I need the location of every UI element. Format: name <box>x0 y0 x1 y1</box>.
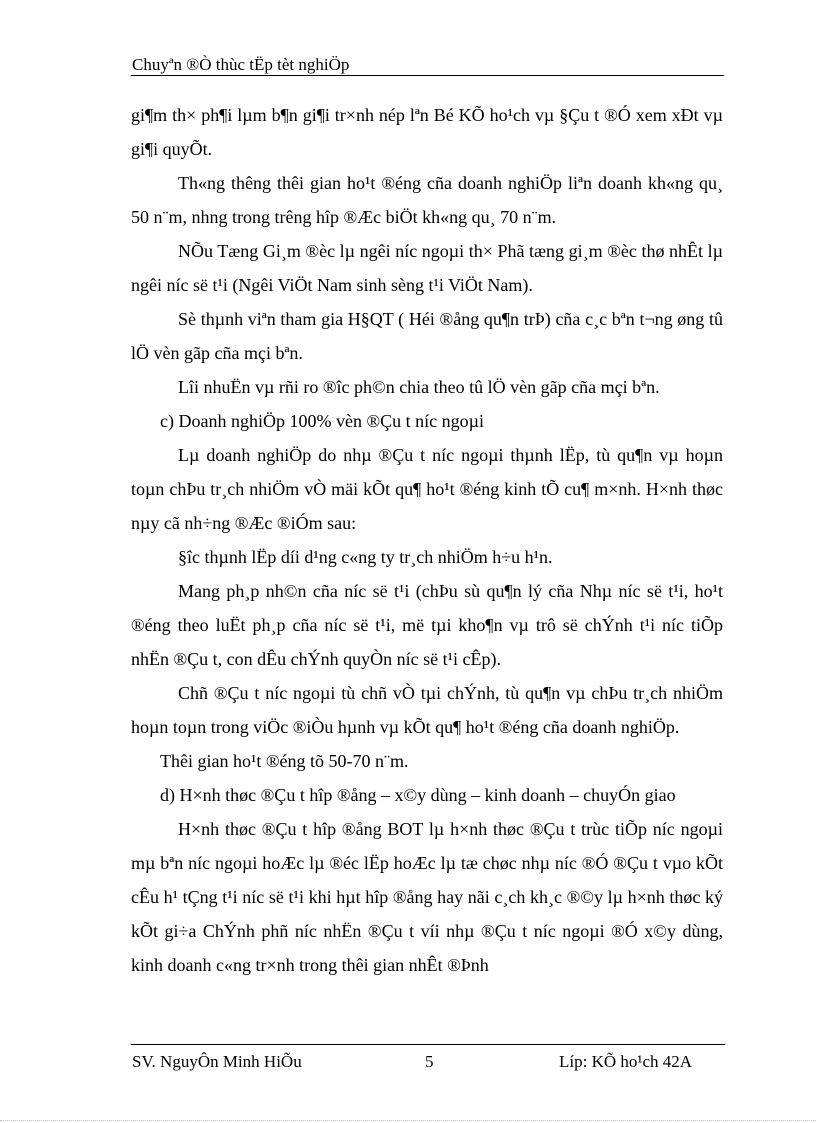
footer-class-label: Líp: KÕ ho¹ch 42A <box>559 1052 693 1071</box>
page-edge-divider <box>0 1120 816 1121</box>
body-paragraph: NÕu Tæng Gi¸m ®èc lµ ngêi níc ngoµi th× Phã tæng gi¸m ®èc thø nhÊt lµ ngêi níc së t¹i (Ngêi ViÖt Nam sinh sèng t¹i ViÖt Nam). <box>131 241 723 295</box>
header-divider <box>131 75 724 76</box>
body-paragraph: c) Doanh nghiÖp 100% vèn ®Çu t níc ngoµi <box>160 411 484 431</box>
body-paragraph: gi¶m th× ph¶i lµm b¶n gi¶i tr×nh nép lªn Bé KÕ ho¹ch vµ §Çu t ®Ó xem xÐt vµ gi¶i quyÕt. <box>131 105 723 159</box>
body-paragraph: Mang ph¸p nh©n cña níc së t¹i (chÞu sù qu¶n lý cña Nhµ níc së t¹i, ho¹t ®éng theo luËt ph¸p cña níc së t¹i, më tµi kho¶n vµ trô së chÝnh t¹i níc tiÕp nhËn ®Çu t, con dÊu chÝnh quyÒn níc së t¹i cÊp). <box>131 581 723 669</box>
page-number: 5 <box>425 1052 434 1071</box>
body-paragraph: Sè thµnh viªn tham gia H§QT ( Héi ®ång qu¶n trÞ) cña c¸c bªn t¬ng øng tû lÖ vèn gãp cña mçi bªn. <box>131 309 723 363</box>
body-paragraph: d) H×nh thøc ®Çu t hîp ®ång – x©y dùng – kinh doanh – chuyÓn giao <box>160 785 676 805</box>
body-paragraph: Th«ng thêng thêi gian ho¹t ®éng cña doanh nghiÖp liªn doanh kh«ng qu¸ 50 n¨m, nhng trong trêng hîp ®Æc biÖt kh«ng qu¸ 70 n¨m. <box>131 173 723 227</box>
running-header: Chuyªn ®Ò thùc tËp tèt nghiÖp <box>132 55 350 74</box>
footer-divider <box>131 1044 725 1045</box>
body-paragraph: Lµ doanh nghiÖp do nhµ ®Çu t níc ngoµi thµnh lËp, tù qu¶n vµ hoµn toµn chÞu tr¸ch nhiÖm vÒ mäi kÕt qu¶ ho¹t ®éng kinh tÕ cu¶ m×nh. H×nh thøc nµy cã nh÷ng ®Æc ®iÓm sau: <box>131 445 723 533</box>
body-paragraph: §îc thµnh lËp díi d¹ng c«ng ty tr¸ch nhiÖm h÷u h¹n. <box>178 547 553 567</box>
footer-student-name: SV. NguyÔn Minh HiÕu <box>132 1052 302 1071</box>
body-paragraph: Thêi gian ho¹t ®éng tõ 50-70 n¨m. <box>160 751 409 771</box>
body-paragraph: H×nh thøc ®Çu t hîp ®ång BOT lµ h×nh thøc ®Çu t trùc tiÕp níc ngoµi mµ bªn níc ngoµi hoÆc lµ ®éc lËp hoÆc lµ tæ chøc nhµ níc ®Ó ®Çu t vµo kÕt cÊu h¹ tÇng t¹i níc së t¹i khi hµt hîp ®ång hay nãi c¸ch kh¸c ®©y lµ h×nh thøc ký kÕt gi÷a ChÝnh phñ níc nhËn ®Çu t víi nhµ ®Çu t níc ngoµi ®Ó x©y dùng, kinh doanh c«ng tr×nh trong thêi gian nhÊt ®Þnh <box>131 819 723 975</box>
body-text <box>131 98 723 982</box>
body-paragraph: Chñ ®Çu t níc ngoµi tù chñ vÒ tµi chÝnh, tù qu¶n vµ chÞu tr¸ch nhiÖm hoµn toµn trong viÖc ®iÒu hµnh vµ kÕt qu¶ ho¹t ®éng cña doanh nghiÖp. <box>131 683 723 737</box>
body-paragraph: Lîi nhuËn vµ rñi ro ®îc ph©n chia theo tû lÖ vèn gãp cña mçi bªn. <box>178 377 660 397</box>
